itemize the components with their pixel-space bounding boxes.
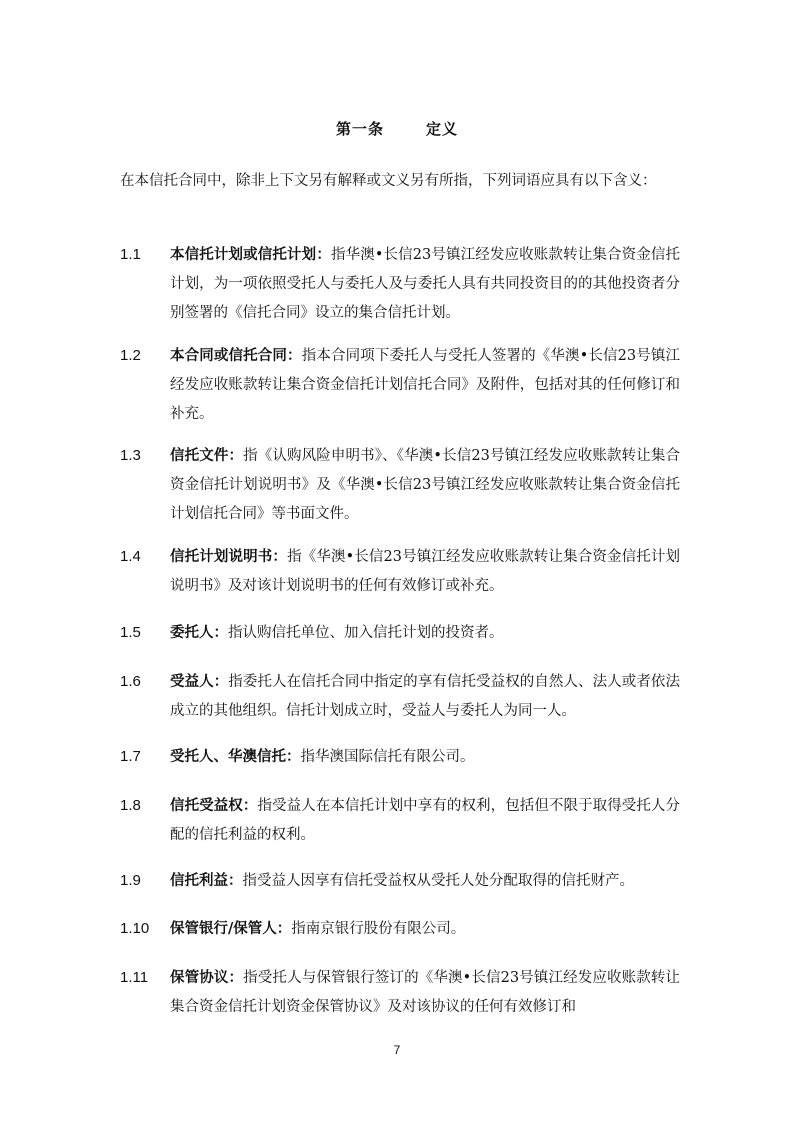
definition-item	[120, 618, 680, 648]
definition-item	[120, 742, 680, 772]
item-text: 指受益人因享有信托受益权从受托人处分配取得的信托财产。	[242, 873, 634, 889]
item-number: 1.3	[120, 447, 141, 464]
article-title: 定义	[426, 120, 459, 138]
definition-item	[120, 240, 680, 328]
item-term: 受托人、华澳信托：	[170, 748, 301, 765]
item-term: 信托受益权：	[170, 797, 258, 814]
item-term: 受益人：	[170, 673, 229, 690]
item-text: 指《认购风险申明书》、《华澳•长信23号镇江经发应收账款转让集合资金信托计划说明书》及《华澳•长信23号镇江经发应收账款转让集合资金信托计划信托合同》等书面文件。	[170, 448, 680, 522]
item-number: 1.1	[120, 246, 141, 263]
item-text: 指华澳•长信23号镇江经发应收账款转让集合资金信托计划，为一项依照受托人与委托人及与委托人具有共同投资目的的其他投资者分别签署的《信托合同》设立的集合信托计划。	[170, 247, 680, 321]
item-number: 1.7	[120, 748, 141, 765]
item-text: 指南京银行股份有限公司。	[291, 921, 466, 937]
item-term: 信托计划说明书：	[170, 548, 288, 565]
definition-item	[120, 542, 680, 601]
item-number: 1.4	[120, 548, 141, 565]
section-heading	[0, 118, 794, 139]
intro-paragraph: 在本信托合同中，除非上下文另有解释或文义另有所指，下列词语应具有以下含义：	[120, 173, 657, 189]
item-number: 1.6	[120, 673, 141, 690]
definition-item	[120, 341, 680, 429]
item-term: 保管协议：	[170, 969, 244, 986]
definition-item	[120, 441, 680, 529]
item-number: 1.11	[120, 969, 149, 986]
definition-item	[120, 667, 680, 726]
item-number: 1.5	[120, 624, 141, 641]
item-number: 1.10	[120, 920, 150, 937]
item-number: 1.8	[120, 797, 141, 814]
item-text: 指华澳国际信托有限公司。	[300, 749, 475, 765]
item-term: 信托利益：	[170, 872, 243, 889]
definition-item	[120, 963, 680, 1022]
item-number: 1.2	[120, 347, 141, 364]
item-term: 本合同或信托合同：	[170, 347, 302, 364]
item-text: 指本合同项下委托人与受托人签署的《华澳•长信23号镇江经发应收账款转让集合资金信托计划信托合同》及附件，包括对其的任何修订和补充。	[170, 348, 680, 422]
article-number: 第一条	[335, 120, 384, 138]
item-number: 1.9	[120, 872, 141, 889]
page-number: 7	[393, 1043, 401, 1057]
item-term: 委托人：	[170, 624, 228, 641]
item-term: 本信托计划或信托计划：	[170, 246, 331, 263]
item-text: 指委托人在信托合同中指定的享有信托受益权的自然人、法人或者依法成立的其他组织。信托计划成立时，受益人与委托人为同一人。	[170, 674, 680, 719]
definition-item	[120, 914, 680, 944]
item-text: 指《华澳•长信23号镇江经发应收账款转让集合资金信托计划说明书》及对该计划说明书的任何有效修订或补充。	[170, 549, 680, 594]
item-term: 信托文件：	[170, 447, 244, 464]
item-text: 指受托人与保管银行签订的《华澳•长信23号镇江经发应收账款转让集合资金信托计划资金保管协议》及对该协议的任何有效修订和	[170, 970, 680, 1015]
definition-item	[120, 866, 680, 896]
item-text: 指受益人在本信托计划中享有的权利，包括但不限于取得受托人分配的信托利益的权利。	[170, 798, 681, 843]
item-term: 保管银行/保管人：	[170, 920, 292, 937]
definition-item	[120, 791, 680, 850]
item-text: 指认购信托单位、加入信托计划的投资者。	[228, 625, 504, 641]
